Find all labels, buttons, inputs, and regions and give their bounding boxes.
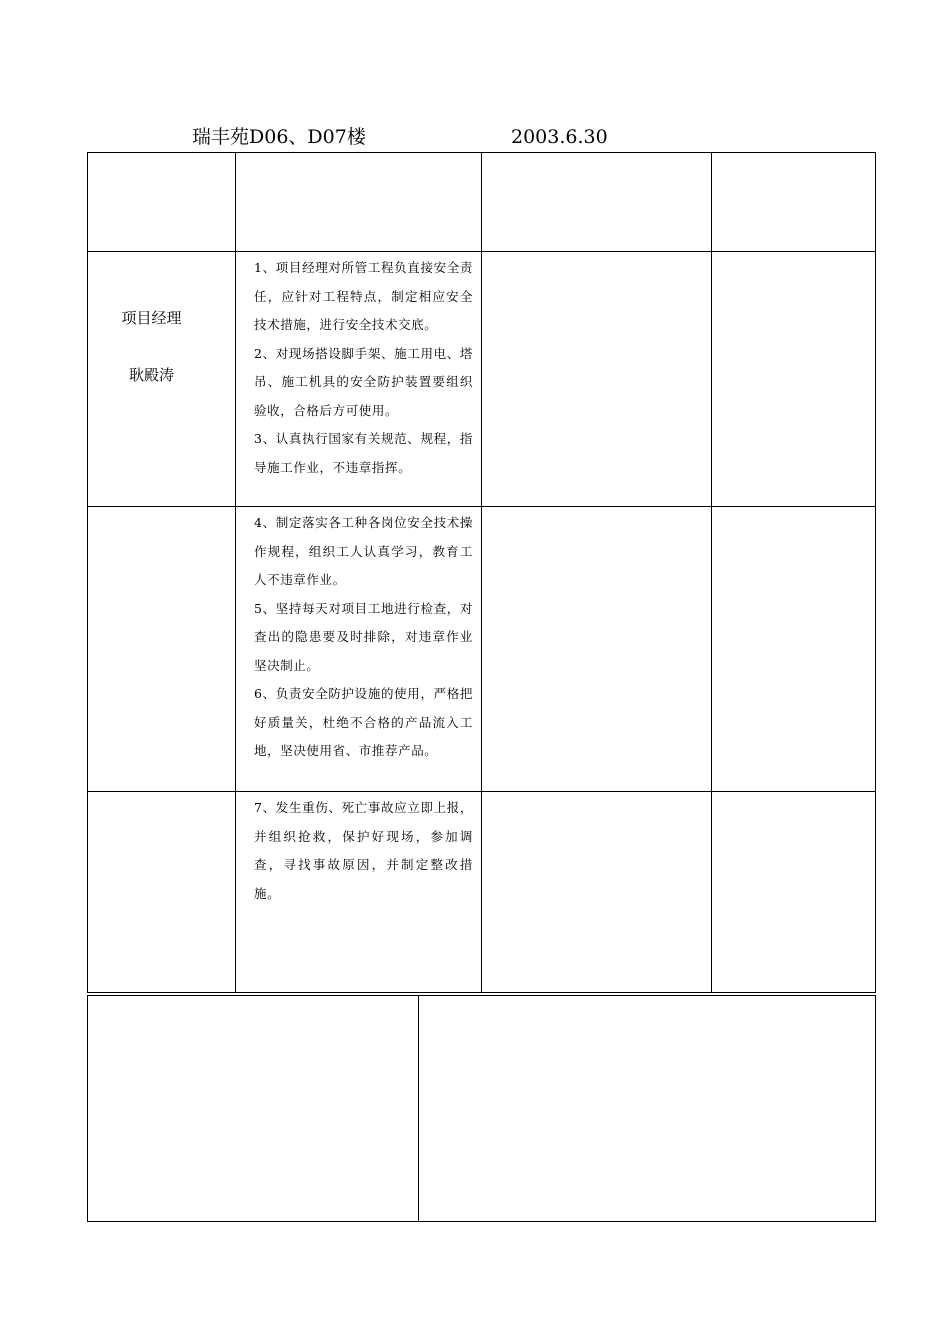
duty-item: 4、制定落实各工种各岗位安全技术操作规程，组织工人认真学习，教育工人不违章作业。 — [254, 515, 473, 587]
responsibility-table — [87, 152, 876, 993]
duty-item: 5、坚持每天对项目工地进行检查，对查出的隐患要及时排除，对违章作业坚决制止。 — [254, 600, 473, 673]
blank-cell — [712, 507, 876, 792]
table-row — [88, 792, 876, 993]
duty-item: 7、发生重伤、死亡事故应立即上报，并组织抢救，保护好现场，参加调查，寻找事故原因，并制定整改措施。 — [254, 800, 473, 901]
duty-item: 6、负责安全防护设施的使用，严格把好质量关，杜绝不合格的产品流入工地，坚决使用省、市推荐产品。 — [254, 686, 473, 758]
document-title: 瑞丰苑D06、D07楼 — [192, 126, 366, 148]
table-row — [88, 507, 876, 792]
blank-cell — [712, 252, 876, 507]
blank-cell — [482, 792, 712, 993]
role-cell — [88, 792, 236, 993]
role-cell — [88, 252, 236, 507]
signature-cell-right — [419, 996, 876, 1222]
header-cell-2 — [236, 153, 482, 252]
role-cell — [88, 507, 236, 792]
blank-cell — [712, 792, 876, 993]
header-cell-3 — [482, 153, 712, 252]
signature-cell-left — [88, 996, 419, 1222]
duty-item: 1、项目经理对所管工程负直接安全责任，应针对工程特点，制定相应安全技术措施，进行安全技术交底。 — [254, 260, 473, 332]
blank-cell — [482, 252, 712, 507]
table-header-row — [88, 153, 876, 252]
header-cell-1 — [88, 153, 236, 252]
person-name: 耿殿涛 — [128, 366, 174, 384]
table-row — [88, 252, 876, 507]
duty-cell — [236, 792, 482, 993]
duty-item: 3、认真执行国家有关规范、规程，指导施工作业，不违章指挥。 — [254, 431, 473, 475]
signature-row — [88, 996, 876, 1222]
duty-cell — [236, 252, 482, 507]
duty-item: 2、对现场搭设脚手架、施工用电、塔吊、施工机具的安全防护装置要组织验收，合格后方可使用。 — [254, 345, 473, 418]
document-date: 2003.6.30 — [511, 126, 608, 148]
role-label: 项目经理 — [121, 309, 182, 327]
blank-cell — [482, 507, 712, 792]
duty-cell — [236, 507, 482, 792]
signature-table — [87, 995, 876, 1222]
header-cell-4 — [712, 153, 876, 252]
